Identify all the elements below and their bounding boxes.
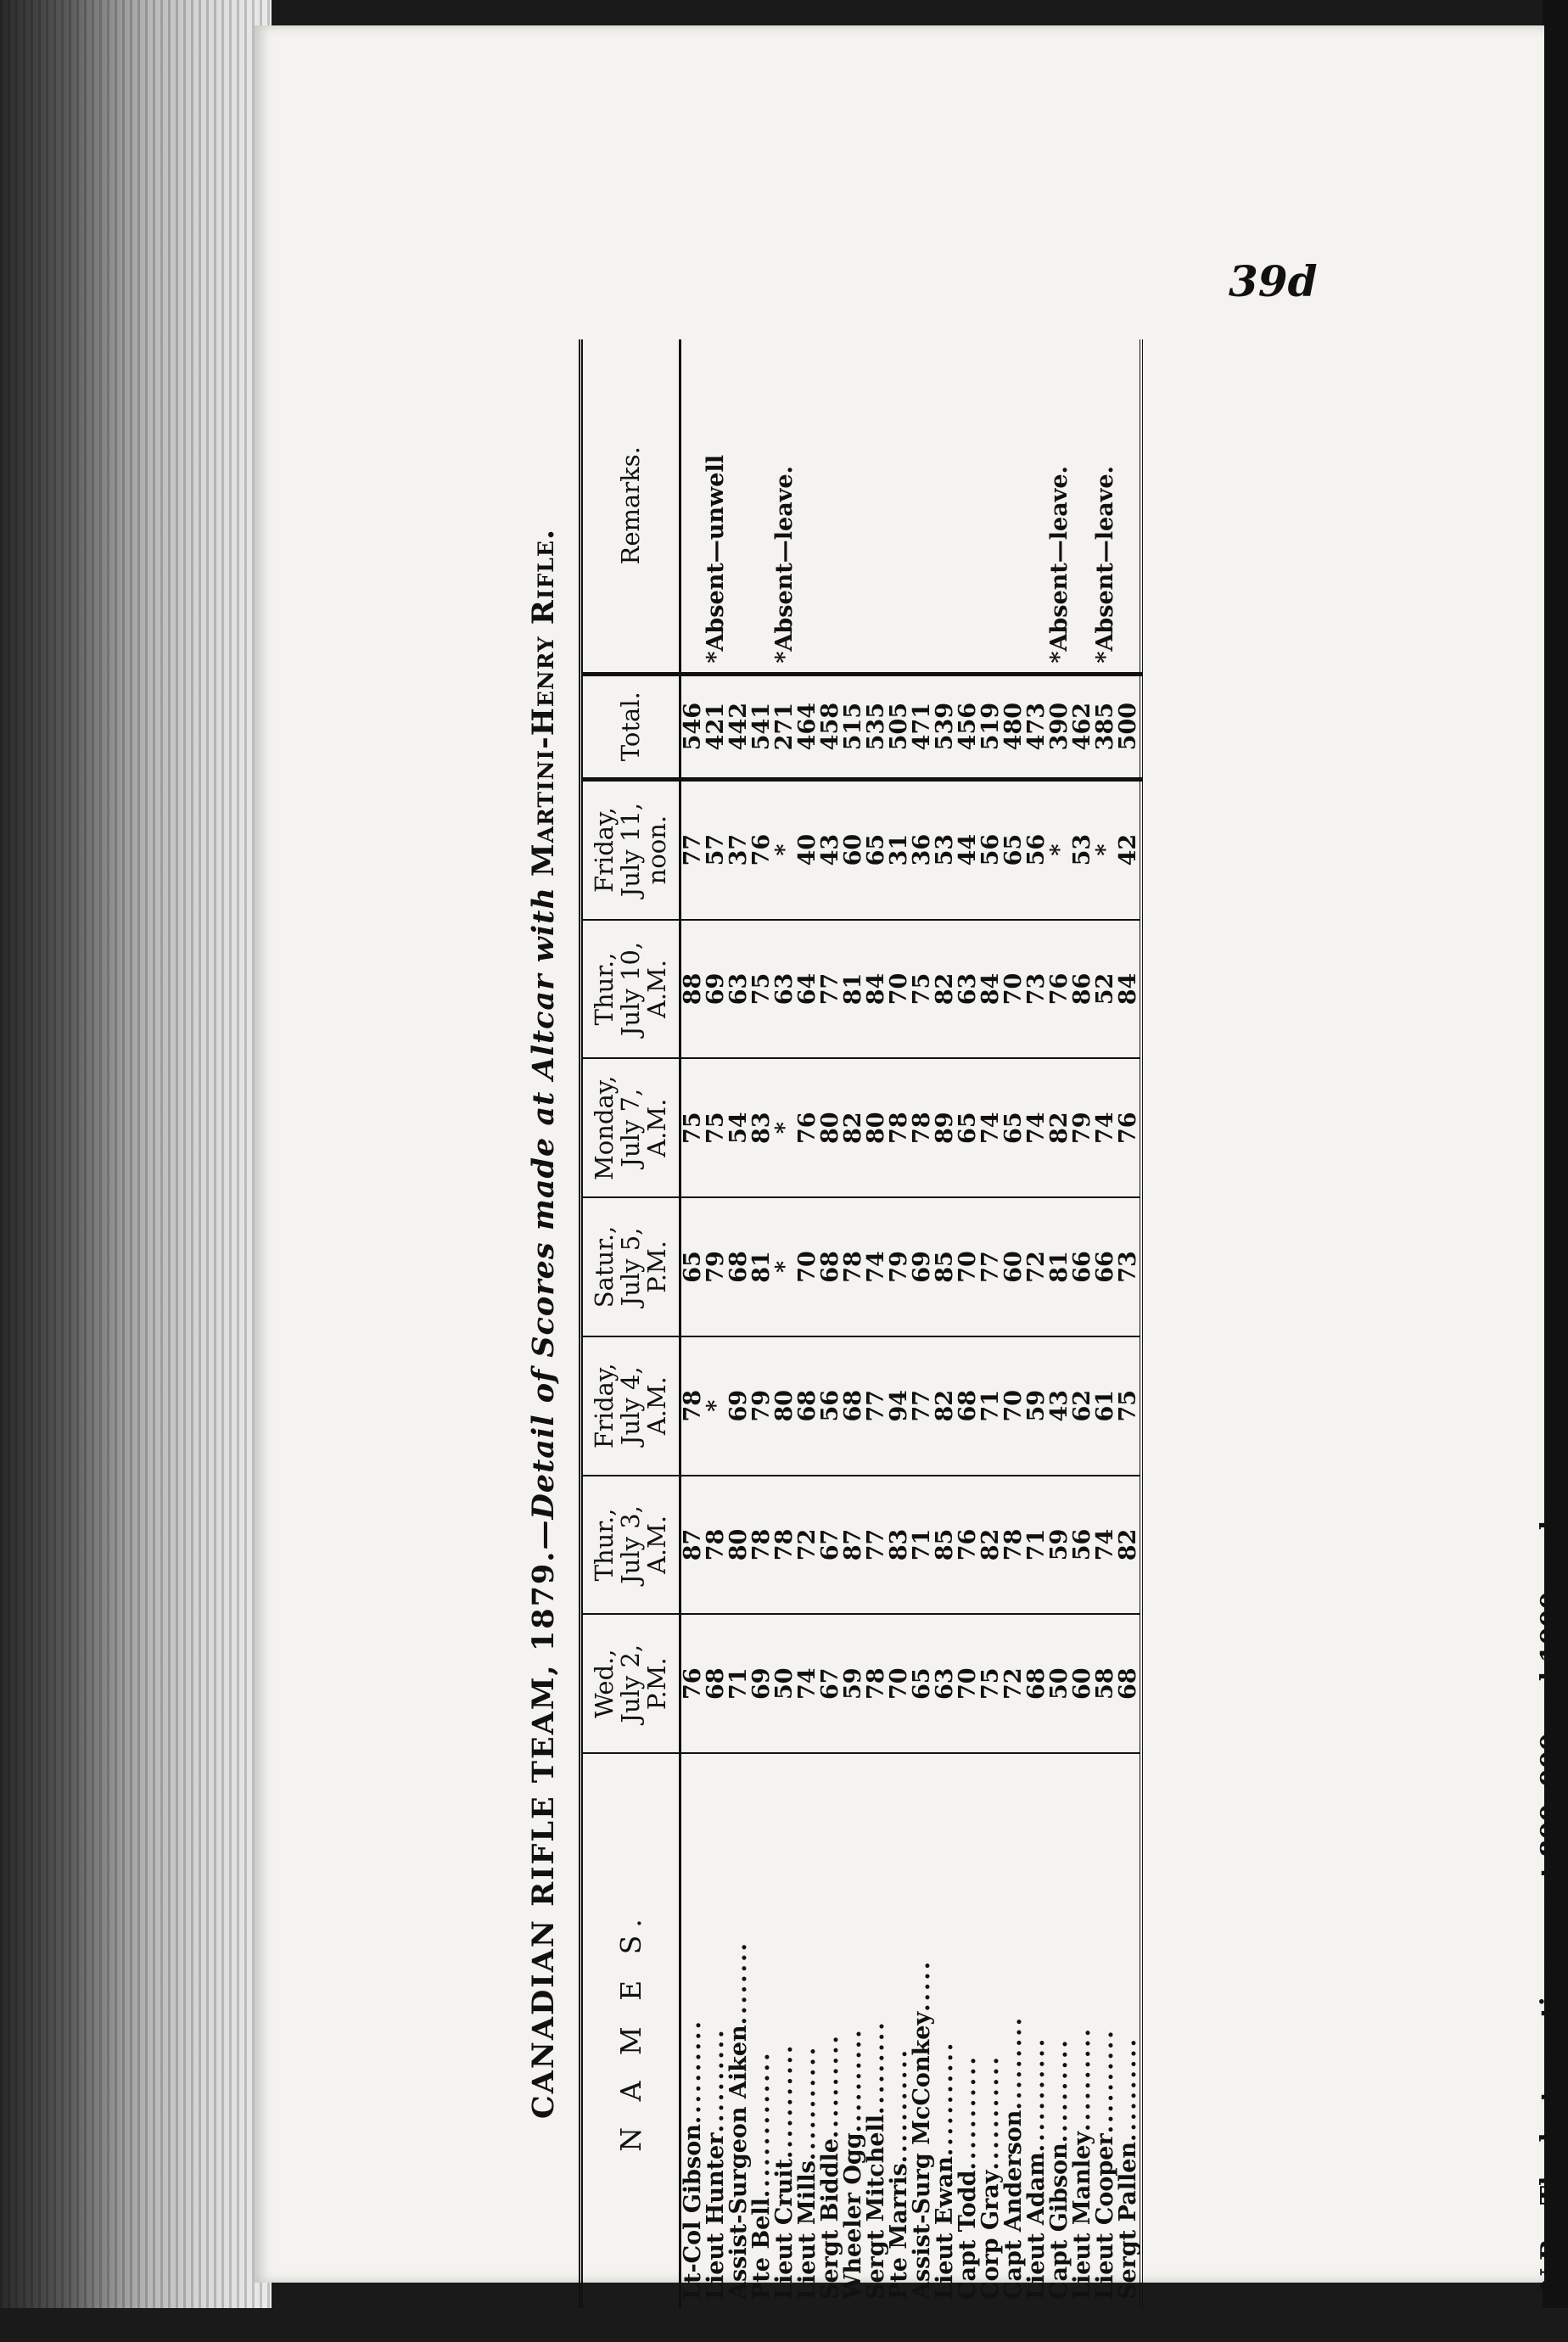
score-cell: 63 xyxy=(727,920,750,1059)
name-text: Sergt Biddle xyxy=(817,2138,843,2300)
score-cell: 76 xyxy=(796,1058,819,1197)
table-row xyxy=(888,339,910,2308)
score-cell: 67 xyxy=(819,1614,842,1753)
header-day: Wed., July 2, P.M. xyxy=(581,1614,680,1753)
table-row xyxy=(819,339,842,2308)
score-cell: 76 xyxy=(956,1476,979,1615)
remark-cell xyxy=(933,339,956,674)
leader-dots: .......... xyxy=(817,2033,843,2139)
score-cell: 70 xyxy=(1002,920,1025,1059)
total-cell: 271 xyxy=(773,674,796,779)
table-row xyxy=(910,339,933,2308)
score-cell: 40 xyxy=(796,779,819,919)
book-page-edges xyxy=(0,0,272,2308)
score-cell: 80 xyxy=(819,1058,842,1197)
score-cell: 94 xyxy=(888,1336,910,1476)
row-name xyxy=(956,1753,979,2308)
score-cell: 80 xyxy=(773,1336,796,1476)
score-cell: 65 xyxy=(1002,1058,1025,1197)
score-cell: 81 xyxy=(1048,1197,1071,1336)
score-cell: 77 xyxy=(680,779,705,919)
remark-cell xyxy=(910,339,933,674)
score-cell: 75 xyxy=(750,920,773,1059)
row-name xyxy=(1094,1753,1117,2308)
score-cell: 87 xyxy=(680,1476,705,1615)
score-cell: 86 xyxy=(1071,920,1094,1059)
score-cell: 56 xyxy=(1071,1476,1094,1615)
row-name xyxy=(865,1753,888,2308)
row-name xyxy=(933,1753,956,2308)
table-row xyxy=(956,339,979,2308)
leader-dots: ........... xyxy=(932,2040,958,2157)
score-cell: 78 xyxy=(704,1476,727,1615)
score-cell: 82 xyxy=(1048,1058,1071,1197)
total-cell: 473 xyxy=(1025,674,1048,779)
table-row xyxy=(1094,339,1117,2308)
score-cell: 63 xyxy=(933,1614,956,1753)
score-cell: 64 xyxy=(796,920,819,1059)
score-cell: 68 xyxy=(842,1336,865,1476)
row-name xyxy=(680,1753,705,2308)
page-number: 39d xyxy=(1229,256,1318,306)
row-name xyxy=(796,1753,819,2308)
score-cell: 78 xyxy=(842,1197,865,1336)
total-cell: 390 xyxy=(1048,674,1071,779)
rotated-table-area xyxy=(526,305,1568,2342)
score-cell: 74 xyxy=(1094,1476,1117,1615)
score-cell: 63 xyxy=(956,920,979,1059)
score-cell: 74 xyxy=(1094,1058,1117,1197)
score-cell: 78 xyxy=(910,1058,933,1197)
score-cell: 84 xyxy=(979,920,1002,1059)
score-cell: 70 xyxy=(796,1197,819,1336)
score-cell: * xyxy=(1094,779,1117,919)
score-cell: 69 xyxy=(910,1197,933,1336)
score-cell: 56 xyxy=(979,779,1002,919)
table-row xyxy=(842,339,865,2308)
score-cell: 70 xyxy=(1002,1336,1025,1476)
score-cell: 78 xyxy=(680,1336,705,1476)
name-text: Capt Anderson xyxy=(1000,2109,1027,2300)
score-cell: * xyxy=(773,1058,796,1197)
total-cell: 535 xyxy=(865,674,888,779)
score-cell: 69 xyxy=(704,920,727,1059)
score-cell: 44 xyxy=(956,779,979,919)
score-cell: 59 xyxy=(1048,1476,1071,1615)
total-cell: 456 xyxy=(956,674,979,779)
table-row xyxy=(680,339,705,2308)
score-cell: 67 xyxy=(819,1476,842,1615)
header-names: N A M E S. xyxy=(581,1753,680,2308)
name-text: Lieut Mills xyxy=(794,2160,820,2300)
score-cell: 71 xyxy=(910,1476,933,1615)
score-cell: * xyxy=(773,1197,796,1336)
name-text: Capt Gibson xyxy=(1046,2143,1072,2300)
score-cell: 88 xyxy=(680,920,705,1059)
remark-cell xyxy=(888,339,910,674)
score-cell: 81 xyxy=(842,920,865,1059)
total-cell: 546 xyxy=(680,674,705,779)
score-cell: 82 xyxy=(933,1336,956,1476)
score-cell: 56 xyxy=(1025,779,1048,919)
total-cell: 442 xyxy=(727,674,750,779)
score-cell: 75 xyxy=(979,1614,1002,1753)
score-cell: 43 xyxy=(819,779,842,919)
name-text: Pte Marris xyxy=(886,2163,912,2300)
score-cell: 60 xyxy=(842,779,865,919)
total-cell: 471 xyxy=(910,674,933,779)
score-cell: 79 xyxy=(704,1197,727,1336)
score-cell: 77 xyxy=(865,1476,888,1615)
score-cell: 70 xyxy=(956,1614,979,1753)
remark-cell xyxy=(727,339,750,674)
row-name xyxy=(842,1753,865,2308)
row-name xyxy=(1048,1753,1071,2308)
score-cell: 68 xyxy=(1117,1614,1141,1753)
score-cell: 65 xyxy=(910,1614,933,1753)
remark-cell: *Absent—unwell xyxy=(703,455,729,664)
table-row xyxy=(865,339,888,2308)
score-cell: 83 xyxy=(888,1476,910,1615)
score-cell: 53 xyxy=(933,779,956,919)
score-cell: 74 xyxy=(865,1197,888,1336)
leader-dots: ........... xyxy=(794,2044,820,2161)
row-name xyxy=(704,1753,727,2308)
remark-cell xyxy=(1117,339,1141,674)
total-cell: 505 xyxy=(888,674,910,779)
leader-dots: ......... xyxy=(1000,2014,1027,2110)
score-cell: 31 xyxy=(888,779,910,919)
score-cell: 74 xyxy=(979,1058,1002,1197)
total-cell: 421 xyxy=(704,674,727,779)
leader-dots: .......... xyxy=(1069,2025,1095,2132)
score-cell: 83 xyxy=(750,1058,773,1197)
score-cell: 43 xyxy=(1048,1336,1071,1476)
table-header-row xyxy=(581,339,680,2308)
score-cell: 79 xyxy=(750,1336,773,1476)
score-cell: 71 xyxy=(727,1614,750,1753)
score-cell: 85 xyxy=(933,1197,956,1336)
name-text: Lieut Manley xyxy=(1069,2131,1095,2300)
remark-cell: *Absent—leave. xyxy=(1092,466,1118,664)
score-cell: 66 xyxy=(1071,1197,1094,1336)
score-cell: 65 xyxy=(865,779,888,919)
header-day: Satur., July 5, P.M. xyxy=(581,1197,680,1336)
score-cell: 68 xyxy=(956,1336,979,1476)
score-cell: * xyxy=(773,779,796,919)
score-cell: 53 xyxy=(1071,779,1094,919)
table-row xyxy=(750,339,773,2308)
score-cell: 68 xyxy=(704,1614,727,1753)
score-cell: 59 xyxy=(1025,1336,1048,1476)
score-cell: 84 xyxy=(865,920,888,1059)
score-cell: 56 xyxy=(819,1336,842,1476)
row-name xyxy=(727,1753,750,2308)
leader-dots: .............. xyxy=(748,2050,775,2199)
score-cell: 85 xyxy=(933,1476,956,1615)
header-day: Monday, July 7, A.M. xyxy=(581,1058,680,1197)
score-cell: 78 xyxy=(865,1614,888,1753)
scores-table xyxy=(579,339,1143,2308)
row-name xyxy=(910,1753,933,2308)
name-text: Corp Gray xyxy=(977,2170,1004,2300)
name-text: Lieut Ewan xyxy=(932,2156,958,2300)
remark-cell xyxy=(796,339,819,674)
score-cell: 76 xyxy=(1048,920,1071,1059)
score-cell: 78 xyxy=(750,1476,773,1615)
score-cell: 68 xyxy=(1025,1614,1048,1753)
header-day: Friday, July 4, A.M. xyxy=(581,1336,680,1476)
score-cell: 63 xyxy=(773,920,796,1059)
leader-dots: .......... xyxy=(1046,2037,1072,2143)
score-cell: 78 xyxy=(1002,1476,1025,1615)
name-text: Assist-Surg McConkey xyxy=(909,2011,935,2300)
name-text: Pte Bell xyxy=(748,2198,775,2300)
remark-cell xyxy=(819,339,842,674)
remark-cell xyxy=(1002,339,1025,674)
remark-cell xyxy=(865,339,888,674)
total-cell: 519 xyxy=(979,674,1002,779)
name-text: Capt Todd xyxy=(955,2170,981,2300)
score-cell: 59 xyxy=(842,1614,865,1753)
score-cell: 78 xyxy=(888,1058,910,1197)
score-cell: 60 xyxy=(1071,1614,1094,1753)
book-page xyxy=(255,25,1565,2300)
score-cell: * xyxy=(704,1336,727,1476)
score-cell: 69 xyxy=(727,1336,750,1476)
score-cell: 71 xyxy=(979,1336,1002,1476)
table-row xyxy=(933,339,956,2308)
leader-dots: .......... xyxy=(703,2027,729,2133)
name-text: Wheeler Ogg xyxy=(840,2132,866,2300)
score-cell: 61 xyxy=(1094,1336,1117,1476)
score-cell: 76 xyxy=(750,779,773,919)
score-cell: 68 xyxy=(819,1197,842,1336)
row-name xyxy=(1117,1753,1141,2308)
score-cell: 71 xyxy=(1025,1476,1048,1615)
name-text: Sergt Pallen xyxy=(1115,2141,1141,2300)
table-row xyxy=(1117,339,1141,2308)
row-name xyxy=(1002,1753,1025,2308)
score-cell: 80 xyxy=(865,1058,888,1197)
total-cell: 480 xyxy=(1002,674,1025,779)
header-day: Thur., July 10, A.M. xyxy=(581,920,680,1059)
score-cell: 42 xyxy=(1117,779,1141,919)
remark-cell xyxy=(979,339,1002,674)
name-text: Lt-Col Gibson xyxy=(680,2124,706,2300)
row-name xyxy=(773,1753,796,2308)
name-text: Lieut Hunter xyxy=(703,2132,729,2300)
score-cell: 58 xyxy=(1094,1614,1117,1753)
row-name xyxy=(750,1753,773,2308)
total-cell: 458 xyxy=(819,674,842,779)
score-cell: 82 xyxy=(979,1476,1002,1615)
leader-dots: ........... xyxy=(886,2047,912,2164)
score-cell: 76 xyxy=(1117,1058,1141,1197)
score-cell: 82 xyxy=(933,920,956,1059)
score-cell: 75 xyxy=(1117,1336,1141,1476)
name-text: Sergt Mitchell xyxy=(863,2114,889,2300)
score-cell: 89 xyxy=(933,1058,956,1197)
score-cell: 72 xyxy=(796,1476,819,1615)
score-cell: 52 xyxy=(1094,920,1117,1059)
score-cell: 70 xyxy=(956,1197,979,1336)
score-cell: 65 xyxy=(1002,779,1025,919)
score-cell: 70 xyxy=(888,1614,910,1753)
title-detail: —Detail of Scores made at Altcar with xyxy=(526,887,561,1550)
score-cell: 73 xyxy=(1117,1197,1141,1336)
total-cell: 541 xyxy=(750,674,773,779)
title-lead: CANADIAN RIFLE TEAM, 1879. xyxy=(526,1549,561,2120)
score-cell: 65 xyxy=(956,1058,979,1197)
remark-cell xyxy=(1025,339,1048,674)
table-row xyxy=(704,339,727,2308)
score-cell: 69 xyxy=(750,1614,773,1753)
leader-dots: ........... xyxy=(977,2054,1004,2171)
remark-cell xyxy=(680,339,705,674)
score-cell: 79 xyxy=(1071,1058,1094,1197)
score-cell: 79 xyxy=(888,1197,910,1336)
score-cell: 77 xyxy=(819,920,842,1059)
header-total: Total. xyxy=(581,674,680,779)
score-cell: 77 xyxy=(910,1336,933,1476)
remark-cell: *Absent—leave. xyxy=(1046,466,1072,664)
leader-dots: .......... xyxy=(1115,2036,1141,2142)
header-remarks: Remarks. xyxy=(581,339,680,674)
leader-dots: ........... xyxy=(771,2042,798,2159)
name-text: Lieut Cooper xyxy=(1092,2133,1118,2300)
table-row xyxy=(1025,339,1048,2308)
score-cell: 73 xyxy=(1025,920,1048,1059)
score-cell: 74 xyxy=(1025,1058,1048,1197)
remark-cell: *Absent—leave. xyxy=(771,466,798,664)
header-day: Thur., July 3, A.M. xyxy=(581,1476,680,1615)
score-cell: 66 xyxy=(1094,1197,1117,1336)
table-row xyxy=(1048,339,1071,2308)
row-name xyxy=(1071,1753,1094,2308)
score-cell: 72 xyxy=(1025,1197,1048,1336)
remark-cell xyxy=(1071,339,1094,674)
score-cell: 84 xyxy=(1117,920,1141,1059)
row-name xyxy=(819,1753,842,2308)
score-cell: 78 xyxy=(773,1476,796,1615)
remark-cell xyxy=(750,339,773,674)
name-text: Assist-Surgeon Aiken xyxy=(725,2025,752,2300)
total-cell: 539 xyxy=(933,674,956,779)
leader-dots: ..... xyxy=(909,1958,935,2012)
score-cell: 82 xyxy=(842,1058,865,1197)
leader-dots: ......... xyxy=(863,2020,889,2115)
score-cell: 50 xyxy=(1048,1614,1071,1753)
score-cell: 50 xyxy=(773,1614,796,1753)
leader-dots: .......... xyxy=(840,2027,866,2133)
score-cell: 37 xyxy=(727,779,750,919)
document-title xyxy=(526,305,561,2342)
total-cell: 464 xyxy=(796,674,819,779)
remark-cell xyxy=(956,339,979,674)
score-cell: 60 xyxy=(1002,1197,1025,1336)
score-cell: 72 xyxy=(1002,1614,1025,1753)
score-cell: 68 xyxy=(796,1336,819,1476)
table-row xyxy=(979,339,1002,2308)
score-cell: 75 xyxy=(680,1058,705,1197)
row-name xyxy=(888,1753,910,2308)
footnote: N.B.—The last practice was at 800, 900 and 1000 yards. xyxy=(1536,1497,1565,2291)
name-text: Lieut Adam xyxy=(1023,2152,1050,2300)
leader-dots: ........... xyxy=(1023,2036,1050,2153)
total-cell: 385 xyxy=(1094,674,1117,779)
score-cell: 75 xyxy=(910,920,933,1059)
score-cell: * xyxy=(1048,779,1071,919)
score-cell: 57 xyxy=(704,779,727,919)
table-row xyxy=(727,339,750,2308)
row-name xyxy=(979,1753,1002,2308)
remark-cell xyxy=(842,339,865,674)
score-cell: 36 xyxy=(910,779,933,919)
row-name xyxy=(1025,1753,1048,2308)
title-rifle: Martini-Henry Rifle. xyxy=(526,528,561,877)
leader-dots: ........... xyxy=(955,2054,981,2171)
table-row xyxy=(1002,339,1025,2308)
leader-dots: .......... xyxy=(680,2019,706,2125)
name-text: Lieut Cruit xyxy=(771,2159,798,2300)
score-cell: 87 xyxy=(842,1476,865,1615)
score-cell: 54 xyxy=(727,1058,750,1197)
table-row xyxy=(796,339,819,2308)
score-cell: 62 xyxy=(1071,1336,1094,1476)
total-cell: 462 xyxy=(1071,674,1094,779)
score-cell: 82 xyxy=(1117,1476,1141,1615)
total-cell: 500 xyxy=(1117,674,1141,779)
score-cell: 76 xyxy=(680,1614,705,1753)
score-cell: 68 xyxy=(727,1197,750,1336)
leader-dots: .......... xyxy=(1092,2028,1118,2134)
header-day: Friday, July 11, noon. xyxy=(581,779,680,919)
score-cell: 81 xyxy=(750,1197,773,1336)
score-cell: 77 xyxy=(865,1336,888,1476)
total-cell: 515 xyxy=(842,674,865,779)
table-row xyxy=(773,339,796,2308)
score-cell: 70 xyxy=(888,920,910,1059)
leader-dots: ........ xyxy=(725,1941,752,2025)
score-cell: 77 xyxy=(979,1197,1002,1336)
score-cell: 65 xyxy=(680,1197,705,1336)
table-row xyxy=(1071,339,1094,2308)
score-cell: 80 xyxy=(727,1476,750,1615)
score-cell: 75 xyxy=(704,1058,727,1197)
score-cell: 74 xyxy=(796,1614,819,1753)
